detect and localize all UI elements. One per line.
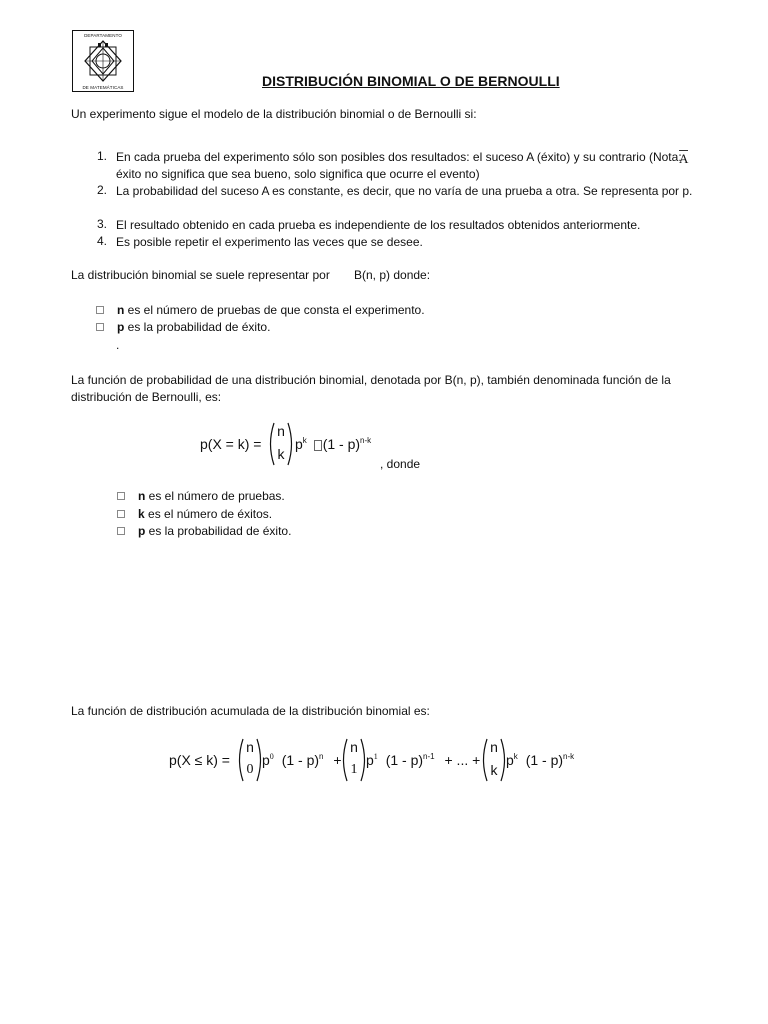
cdf-factor: (1 - p) (385, 752, 424, 768)
param-item-p (96, 320, 270, 334)
param-description: es el número de pruebas de que consta el experimento. (124, 303, 425, 317)
bullet-box-icon (96, 306, 104, 314)
intro-text: Un experimento sigue el modelo de la distribución binomial o de Bernoulli si: (71, 107, 477, 121)
cdf-p: p (366, 752, 374, 768)
pmf-param-item-n (117, 489, 285, 503)
param-description: es el número de pruebas. (145, 489, 285, 503)
condition-number: 2. (96, 183, 107, 197)
param-symbol: k (138, 507, 145, 521)
complement-symbol: A (679, 151, 689, 166)
param-symbol: p (117, 320, 125, 334)
pmf-intro-text: La función de probabilidad de una distribución binomial, denotada por B(n, p), también denominada función de la distribución de Bernoulli, es: (71, 373, 671, 404)
cdf-binomial-coefficient-k (480, 738, 508, 782)
unknown-glyph-icon (314, 440, 322, 451)
cdf-factor: (1 - p) (281, 752, 320, 768)
param-description: es el número de éxitos. (144, 507, 273, 521)
cdf-plus: + (333, 752, 342, 768)
cdf-factor-exponent: n-k (563, 752, 575, 761)
condition-text: En cada prueba del experimento sólo son posibles dos resultados: el suceso A (éxito) y su contrario (Nota: éxito no significa que sea bueno, solo significa que ocurre el evento) (116, 150, 682, 181)
pmf-param-item-p (117, 524, 291, 538)
cdf-intro-text: La función de distribución acumulada de la distribución binomial es: (71, 704, 430, 718)
condition-number: 1. (96, 149, 107, 163)
cdf-p-exponent: 1 (373, 752, 378, 761)
binom-bottom: 1 (350, 762, 358, 777)
pmf-factor: (1 - p) (322, 436, 361, 452)
param-description: es la probabilidad de éxito. (145, 524, 292, 538)
page-title: DISTRIBUCIÓN BINOMIAL O DE BERNOULLI (262, 73, 560, 89)
cdf-factor-exponent: n (319, 752, 324, 761)
param-symbol: p (138, 524, 146, 538)
binom-top: n (350, 739, 358, 755)
binom-top: n (246, 739, 254, 755)
representation-formula: B(n, p) donde: (354, 268, 431, 282)
condition-number: 3. (96, 217, 107, 231)
pmf-binomial-coefficient (267, 422, 295, 466)
binom-top: n (277, 423, 285, 439)
param-symbol: n (138, 489, 146, 503)
binom-bottom: k (490, 762, 498, 778)
binom-bottom: k (277, 446, 285, 462)
cdf-term-1 (366, 752, 480, 768)
logo-top-text: DEPARTAMENTO (84, 33, 122, 38)
bullet-box-icon (117, 492, 125, 500)
cdf-p: p (262, 752, 270, 768)
condition-text: La probabilidad del suceso A es constante, es decir, que no varía de una prueba a otra. Se representa por p. (116, 184, 693, 198)
bullet-box-icon (96, 323, 104, 331)
param-item-n (96, 303, 425, 317)
bullet-box-icon (117, 510, 125, 518)
department-logo (72, 30, 134, 92)
logo-bottom-text: DE MATEMÁTICAS (82, 85, 124, 90)
cdf-p-exponent: k (513, 752, 518, 761)
pmf-param-item-k (117, 507, 272, 521)
cdf-p: p (506, 752, 514, 768)
pmf-lhs: p(X = k) = (200, 436, 262, 452)
pmf-p: p (295, 436, 303, 452)
param-symbol: n (117, 303, 125, 317)
cdf-binomial-coefficient-1 (340, 738, 368, 782)
bullet-box-icon (117, 527, 125, 535)
cdf-p-exponent: 0 (269, 752, 274, 761)
logo-emblem-icon (83, 39, 123, 83)
binom-bottom: 0 (246, 762, 254, 777)
representation-text: La distribución binomial se suele representar por (71, 268, 330, 282)
condition-text: Es posible repetir el experimento las veces que se desee. (116, 235, 423, 249)
pmf-p-exponent: k (302, 436, 307, 445)
cdf-binomial-coefficient-0 (236, 738, 264, 782)
pmf-p-term (295, 436, 371, 452)
binom-top: n (490, 739, 498, 755)
params-trailing-dot: . (116, 338, 120, 352)
cdf-factor-exponent: n-1 (423, 752, 435, 761)
cdf-factor: (1 - p) (525, 752, 564, 768)
cdf-term-0 (262, 752, 342, 768)
condition-number: 4. (96, 234, 107, 248)
param-description: es la probabilidad de éxito. (124, 320, 271, 334)
condition-text: El resultado obtenido en cada prueba es independiente de los resultados obtenidos anteriormente. (116, 218, 641, 232)
pmf-factor-exponent: n-k (360, 436, 372, 445)
cdf-lhs: p(X ≤ k) = (169, 752, 230, 768)
cdf-ellipsis: + ... + (444, 752, 481, 768)
cdf-term-k (506, 752, 574, 768)
pmf-donde: , donde (380, 457, 421, 471)
